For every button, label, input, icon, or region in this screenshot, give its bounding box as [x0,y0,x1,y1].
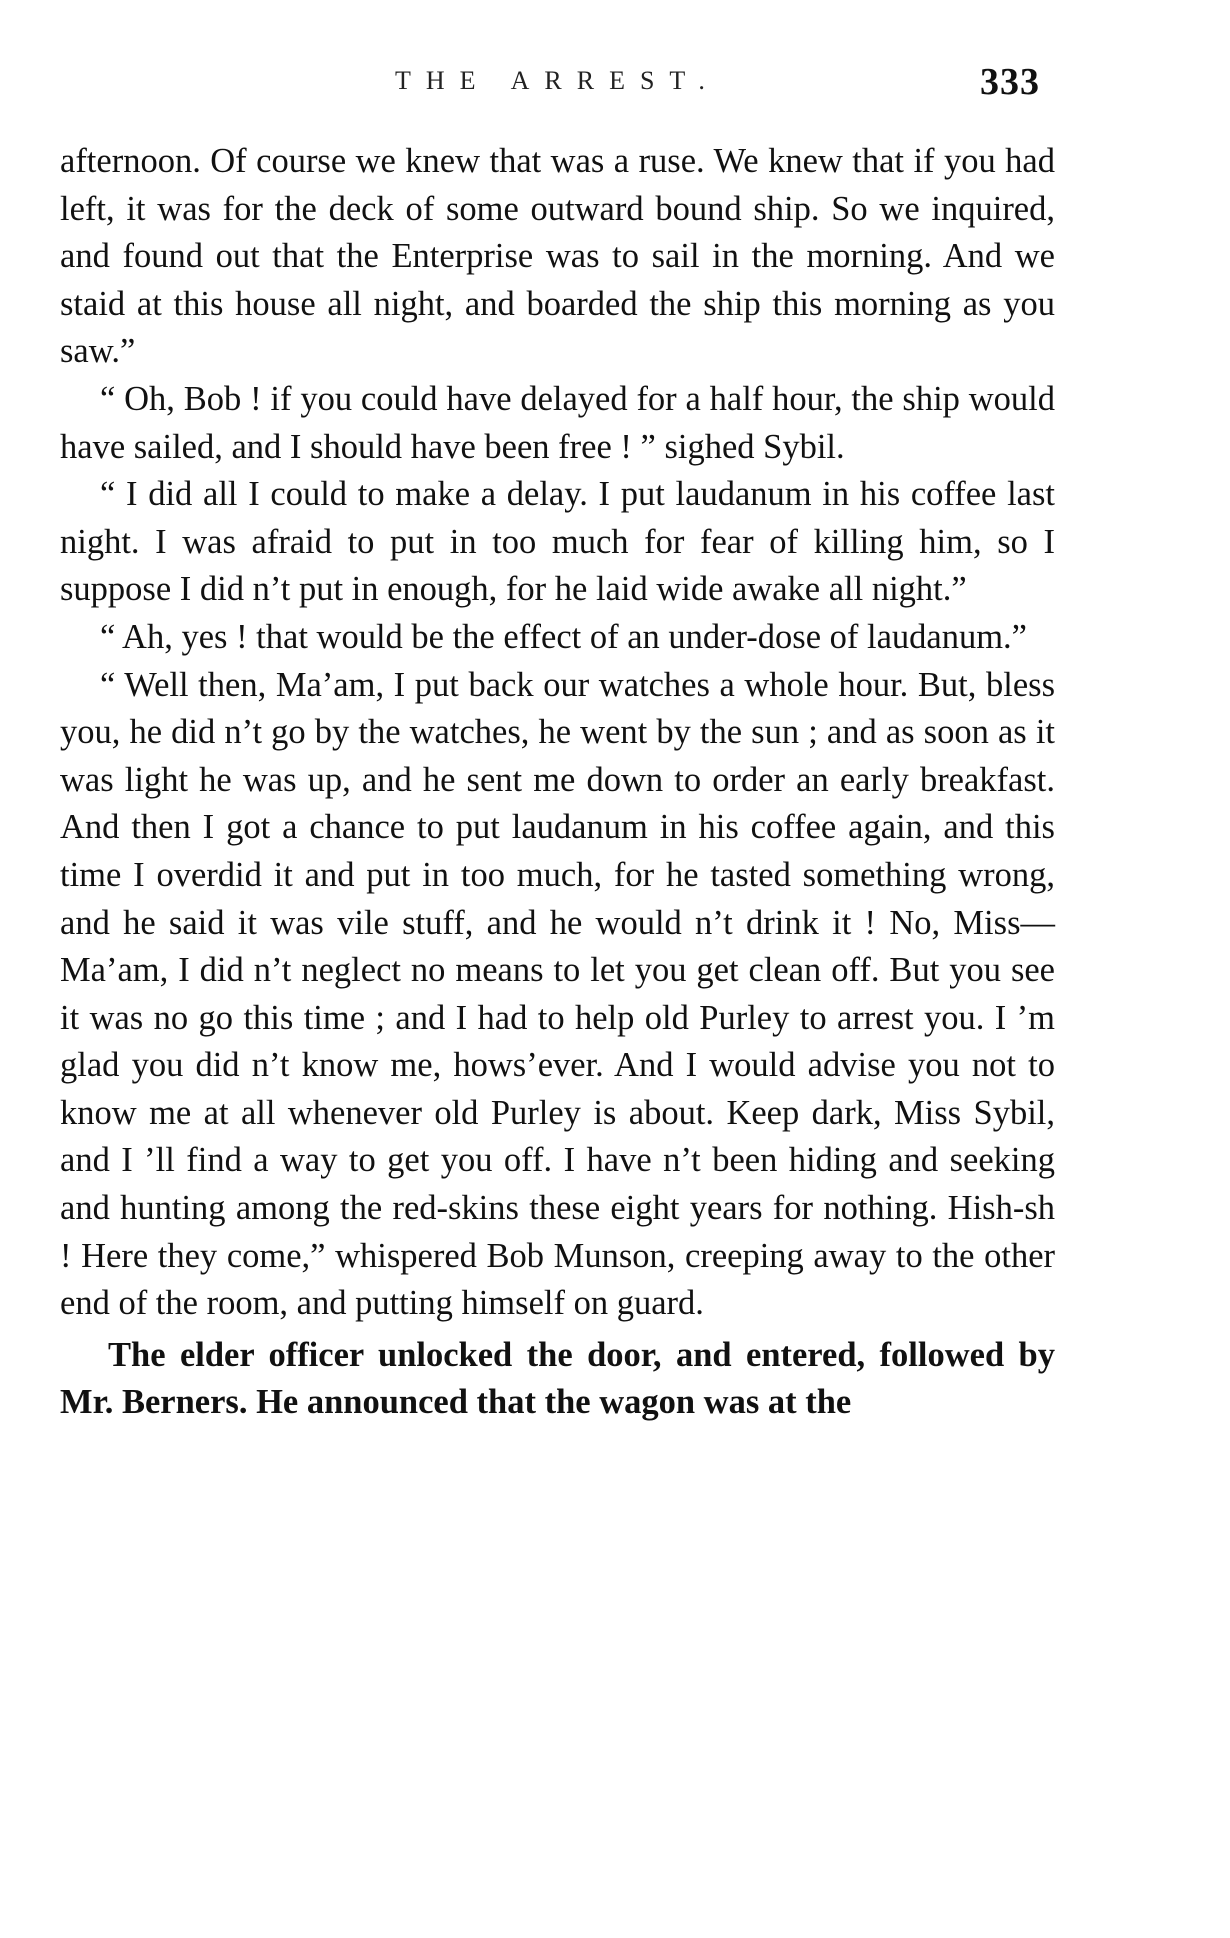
body-text [60,138,1055,1427]
paragraph-6: The elder officer unlocked the door, and entered, followed by Mr. Berners. He announced that the wagon was at the [60,1335,1055,1422]
paragraph-3: “ I did all I could to make a delay. I put laudanum in his coffee last night. I was afraid to put in too much for fear of killing him, so I suppose I did n’t put in enough, for he laid wide awake all night.” [60,475,1055,609]
running-title: THE ARREST. [395,66,720,95]
paragraph-5: “ Well then, Ma’am, I put back our watches a whole hour. But, bless you, he did n’t go by the watches, he went by the sun ; and as soon as it was light he was up, and he sent me down to order an early breakfast. And then I got a chance to put laudanum in his coffee again, and this time I overdid it and put in too much, for he tasted something wrong, and he said it was vile stuff, and he would n’t drink it ! No, Miss—Ma’am, I did n’t neglect no means to let you get clean off. But you see it was no go this time ; and I had to help old Purley to arrest you. I ’m glad you did n’t know me, hows’ever. And I would advise you not to know me at all whenever old Purley is about. Keep dark, Miss Sybil, and I ’ll find a way to get you off. I have n’t been hiding and seeking and hunting among the red-skins these eight years for nothing. Hish-sh ! Here they come,” whispered Bob Munson, creeping away to the other end of the room, and putting himself on guard. [60,665,1055,1323]
paragraph-4: “ Ah, yes ! that would be the effect of an under-dose of laudanum.” [100,617,1027,656]
page-number: 333 [980,61,1040,103]
paragraph-2: “ Oh, Bob ! if you could have delayed for a half hour, the ship would have sailed, and I should have been free ! ” sighed Sybil. [60,379,1055,466]
paragraph-1: afternoon. Of course we knew that was a ruse. We knew that if you had left, it was for the deck of some outward bound ship. So we inquired, and found out that the Enterprise was to sail in the morning. And we staid at this house all night, and boarded the ship this morning as you saw.” [60,142,1055,371]
running-head [0,60,1230,103]
